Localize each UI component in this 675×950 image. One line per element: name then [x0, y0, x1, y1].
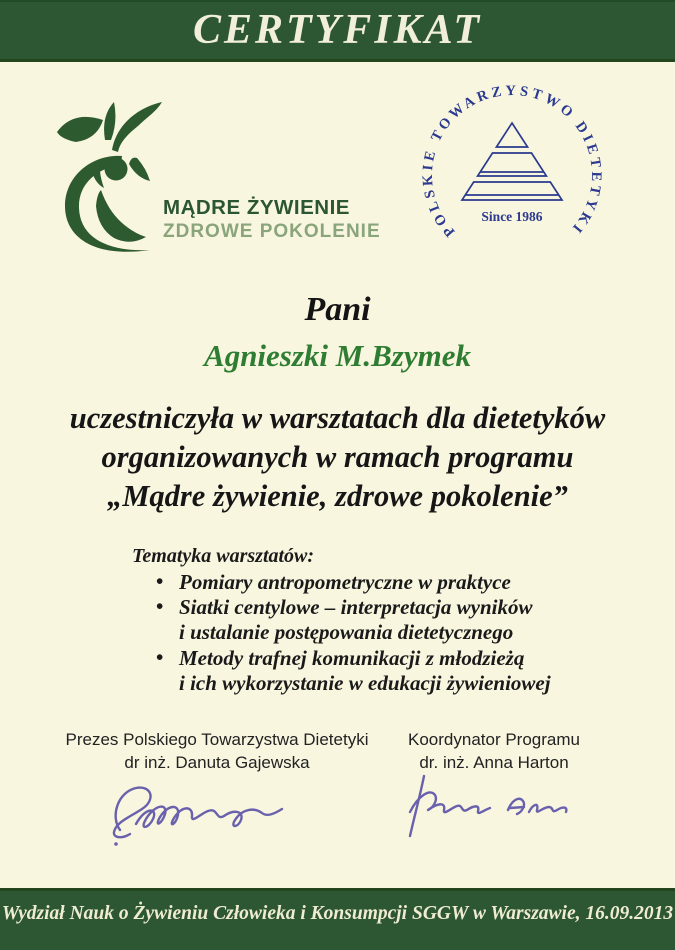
dietetics-society-seal-icon [403, 82, 621, 268]
signature-block-left [57, 729, 377, 775]
workshop-item: Metody trafnej komunikacji z młodzieżą [179, 646, 525, 670]
body-line: uczestniczyła w warsztatach dla dietetyków [69, 401, 606, 435]
certificate-title: CERTYFIKAT [192, 7, 483, 53]
logo-wordmark-line2: ZDROWE POKOLENIE [163, 221, 381, 242]
body-line: organizowanych w ramach programu [101, 440, 574, 474]
food-pyramid-icon [462, 123, 562, 200]
signer-role: Koordynator Programu [408, 730, 580, 749]
leaf-shape [57, 117, 103, 142]
signer-role: Prezes Polskiego Towarzystwa Dietetyki [65, 730, 369, 749]
signer-name: dr. inż. Anna Harton [419, 752, 569, 772]
logo-wordmark-line1: MĄDRE ŻYWIENIE [163, 196, 350, 219]
salutation: Pani [304, 291, 371, 328]
person-head-shape [105, 158, 128, 181]
footer-text: Wydział Nauk o Żywieniu Człowieka i Konsumpcji SGGW w Warszawie, 16.09.2013 [1, 903, 674, 924]
person-body-shape [96, 190, 146, 242]
bullet-icon: • [156, 645, 164, 669]
bullet-icon: • [156, 594, 164, 618]
seal-circle-text: POLSKIE TOWARZYSTWO DIETETYKI [419, 83, 605, 240]
signer-name: dr inż. Danuta Gajewska [124, 752, 310, 772]
workshop-item: Pomiary antropometryczne w praktyce [179, 570, 511, 594]
workshops-heading: Tematyka warsztatów: [132, 545, 315, 567]
body-paragraph [0, 399, 675, 516]
sprig-shape [104, 102, 115, 140]
recipient-name: Agnieszki M.Bzymek [204, 338, 471, 373]
workshop-item: Siatki centylowe – interpretacja wyników [179, 595, 533, 619]
signature-harton [402, 770, 582, 845]
body-line: „Mądre żywienie, zdrowe pokolenie” [107, 479, 568, 513]
workshop-item-continuation: i ustalanie postępowania dietetycznego [179, 620, 514, 644]
workshop-item-continuation: i ich wykorzystanie w edukacji żywieniowej [179, 671, 551, 695]
person-right-arm-shape [129, 158, 150, 181]
stem-shape [112, 102, 162, 152]
signature-gajewska [92, 776, 297, 848]
seal-since-label: Since 1986 [481, 209, 543, 224]
bullet-icon: • [156, 569, 164, 593]
signature-block-right [334, 729, 654, 775]
